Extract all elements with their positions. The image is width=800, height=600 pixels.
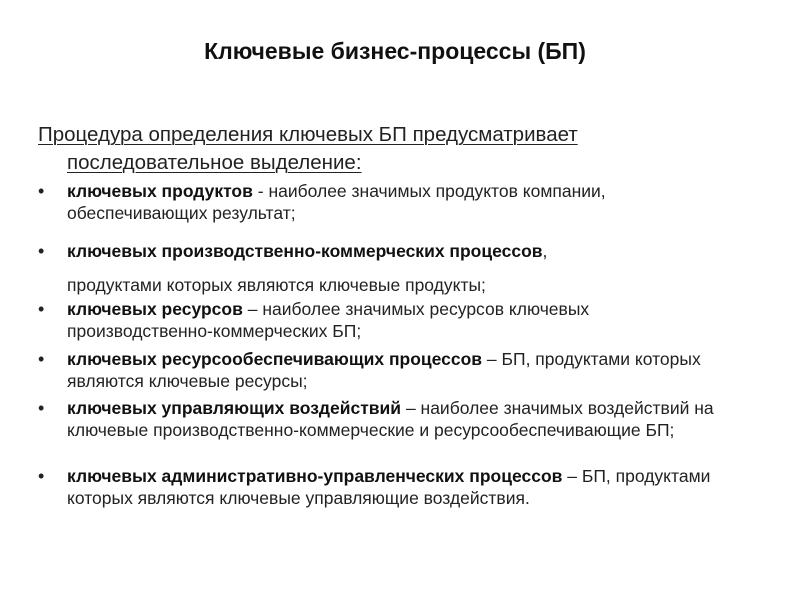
bullet-term: ключевых продуктов xyxy=(67,181,253,201)
bullet-icon: • xyxy=(38,466,45,486)
bullet-item-key-resources xyxy=(38,298,738,342)
bullet-item-key-resource-processes xyxy=(38,348,738,392)
intro-line-1: Процедура определения ключевых БП предусматривает xyxy=(38,123,578,146)
bullet-icon: • xyxy=(38,299,45,319)
bullet-text xyxy=(67,348,738,392)
bullet-item-key-admin-processes xyxy=(38,465,738,509)
bullet-text xyxy=(67,465,738,509)
bullet-description: – наиболее значимых ресурсов ключевых производственно-коммерческих БП; xyxy=(67,299,590,341)
bullet-description: - наиболее значимых продуктов компании, обеспечивающих результат; xyxy=(67,181,606,223)
bullet-description: – БП, продуктами которых являются ключевые управляющие воздействия. xyxy=(67,466,711,508)
bullet-description: , xyxy=(542,241,548,261)
bullet-item-key-products xyxy=(38,180,738,224)
slide-title: Ключевые бизнес-процессы (БП) xyxy=(204,38,586,64)
bullet-text xyxy=(67,240,738,296)
bullet-text xyxy=(67,397,738,441)
bullet-text xyxy=(67,180,738,224)
bullet-text xyxy=(67,298,738,342)
bullet-term: ключевых ресурсов xyxy=(67,299,243,319)
bullet-icon: • xyxy=(38,181,45,201)
bullet-term: ключевых управляющих воздействий xyxy=(67,398,402,418)
bullet-icon: • xyxy=(38,241,45,261)
intro-line-2: последовательное выделение: xyxy=(67,151,362,174)
bullet-icon: • xyxy=(38,349,45,369)
bullet-icon: • xyxy=(38,398,45,418)
bullet-term: ключевых административно-управленческих процессов xyxy=(67,466,563,486)
bullet-term: ключевых ресурсообеспечивающих процессов xyxy=(67,349,483,369)
bullet-item-key-production-processes xyxy=(38,240,738,296)
intro-paragraph xyxy=(38,121,778,177)
bullet-term: ключевых производственно-коммерческих процессов xyxy=(67,241,543,261)
bullet-item-key-control-actions xyxy=(38,397,738,441)
bullet-continuation: продуктами которых являются ключевые продукты; xyxy=(67,275,486,295)
bullet-description: – наиболее значимых воздействий на ключевые производственно-коммерческие и ресурсообеспечивающие БП; xyxy=(67,398,714,440)
bullet-description: – БП, продуктами которых являются ключевые ресурсы; xyxy=(67,349,701,391)
